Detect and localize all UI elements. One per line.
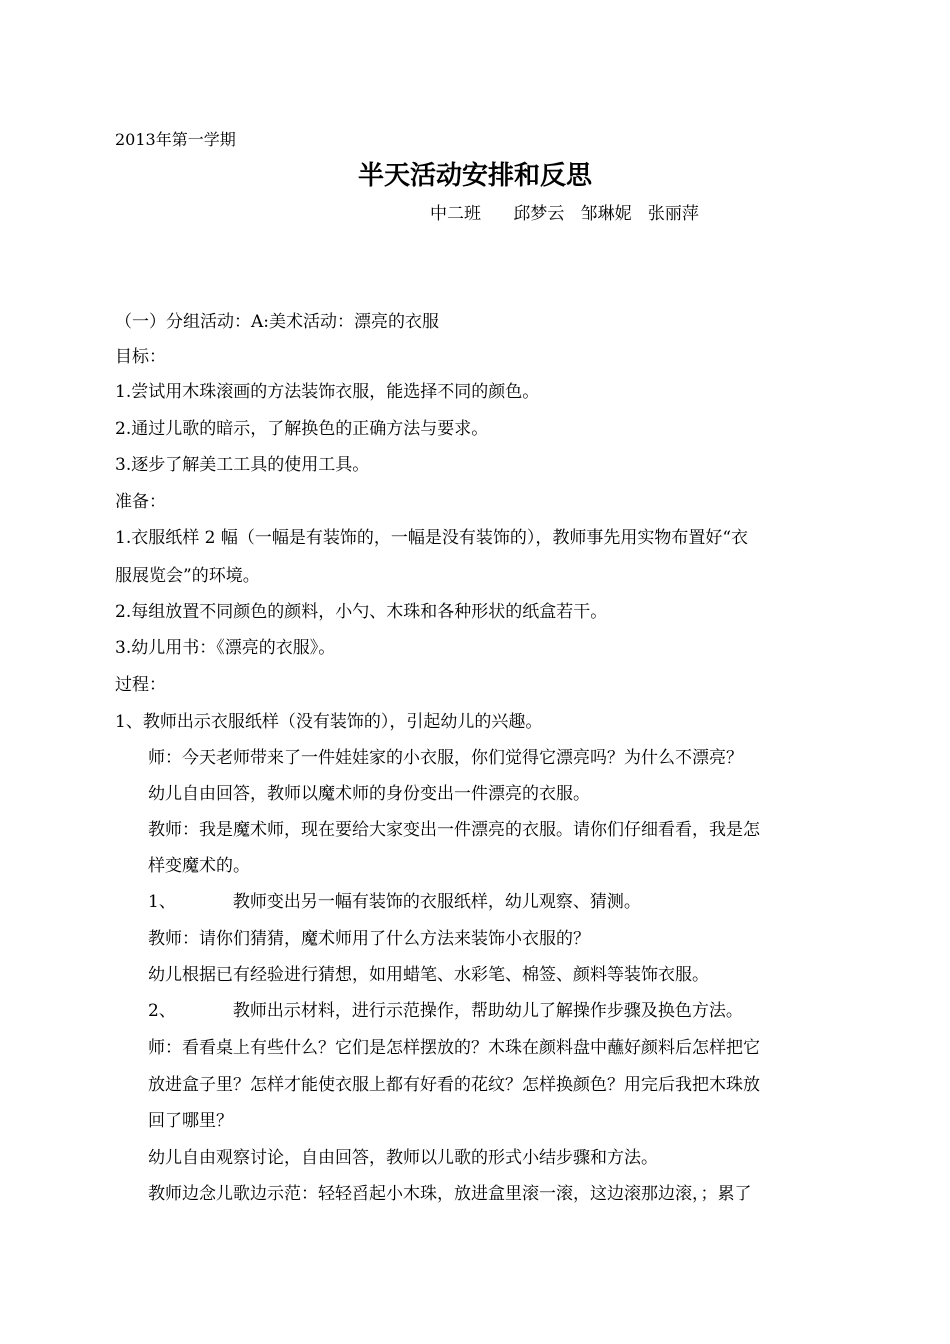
- substep-number: 1、: [148, 892, 176, 912]
- substep-item: [148, 890, 641, 914]
- process-paragraph: 回了哪里？: [148, 1111, 233, 1131]
- process-paragraph: 师：今天老师带来了一件娃娃家的小衣服，你们觉得它漂亮吗？为什么不漂亮？: [148, 748, 743, 768]
- prep-item: 2.每组放置不同颜色的颜料，小勺、木珠和各种形状的纸盒若干。: [115, 602, 608, 622]
- page-title: 半天活动安排和反思: [357, 161, 592, 191]
- process-step: 1、教师出示衣服纸样（没有装饰的），引起幼儿的兴趣。: [115, 712, 543, 732]
- process-paragraph: 幼儿根据已有经验进行猜想，如用蜡笔、水彩笔、棉签、颜料等装饰衣服。: [148, 965, 709, 985]
- section-heading: （一）分组活动：A:美术活动：漂亮的衣服: [115, 312, 440, 332]
- process-paragraph: 教师边念儿歌边示范：轻轻舀起小木珠，放进盒里滚一滚，这边滚那边滚，；累了: [148, 1184, 752, 1204]
- goal-item: 1.尝试用木珠滚画的方法装饰衣服，能选择不同的颜色。: [115, 382, 540, 402]
- authors-line: 中二班 邱梦云 邹琳妮 张丽萍: [430, 204, 699, 224]
- substep-item: [148, 999, 743, 1023]
- goals-label: 目标：: [115, 347, 166, 367]
- goal-item: 3.逐步了解美工工具的使用工具。: [115, 455, 370, 475]
- process-paragraph: 幼儿自由回答，教师以魔术师的身份变出一件漂亮的衣服。: [148, 784, 590, 804]
- process-paragraph: 样变魔术的。: [148, 856, 250, 876]
- prep-item: 3.幼儿用书：《漂亮的衣服》。: [115, 638, 336, 658]
- substep-number: 2、: [148, 1001, 176, 1021]
- prep-item: 服展览会”的环境。: [115, 566, 260, 586]
- process-label: 过程：: [115, 675, 166, 695]
- process-paragraph: 教师：请你们猜猜，魔术师用了什么方法来装饰小衣服的？: [148, 929, 590, 949]
- process-paragraph: 放进盒子里？怎样才能使衣服上都有好看的花纹？怎样换颜色？用完后我把木珠放: [148, 1075, 760, 1095]
- process-paragraph: 师：看看桌上有些什么？它们是怎样摆放的？木珠在颜料盘中蘸好颜料后怎样把它: [148, 1038, 760, 1058]
- semester-label: 2013年第一学期: [115, 130, 236, 149]
- process-paragraph: 教师：我是魔术师，现在要给大家变出一件漂亮的衣服。请你们仔细看看，我是怎: [148, 820, 760, 840]
- substep-text: 教师变出另一幅有装饰的衣服纸样，幼儿观察、猜测。: [232, 892, 641, 912]
- prep-item: 1.衣服纸样 2 幅（一幅是有装饰的，一幅是没有装饰的），教师事先用实物布置好“衣: [115, 528, 749, 548]
- process-paragraph: 幼儿自由观察讨论，自由回答，教师以儿歌的形式小结步骤和方法。: [148, 1148, 658, 1168]
- goal-item: 2.通过儿歌的暗示，了解换色的正确方法与要求。: [115, 419, 489, 439]
- prep-label: 准备：: [115, 492, 166, 512]
- substep-text: 教师出示材料，进行示范操作，帮助幼儿了解操作步骤及换色方法。: [232, 1001, 743, 1021]
